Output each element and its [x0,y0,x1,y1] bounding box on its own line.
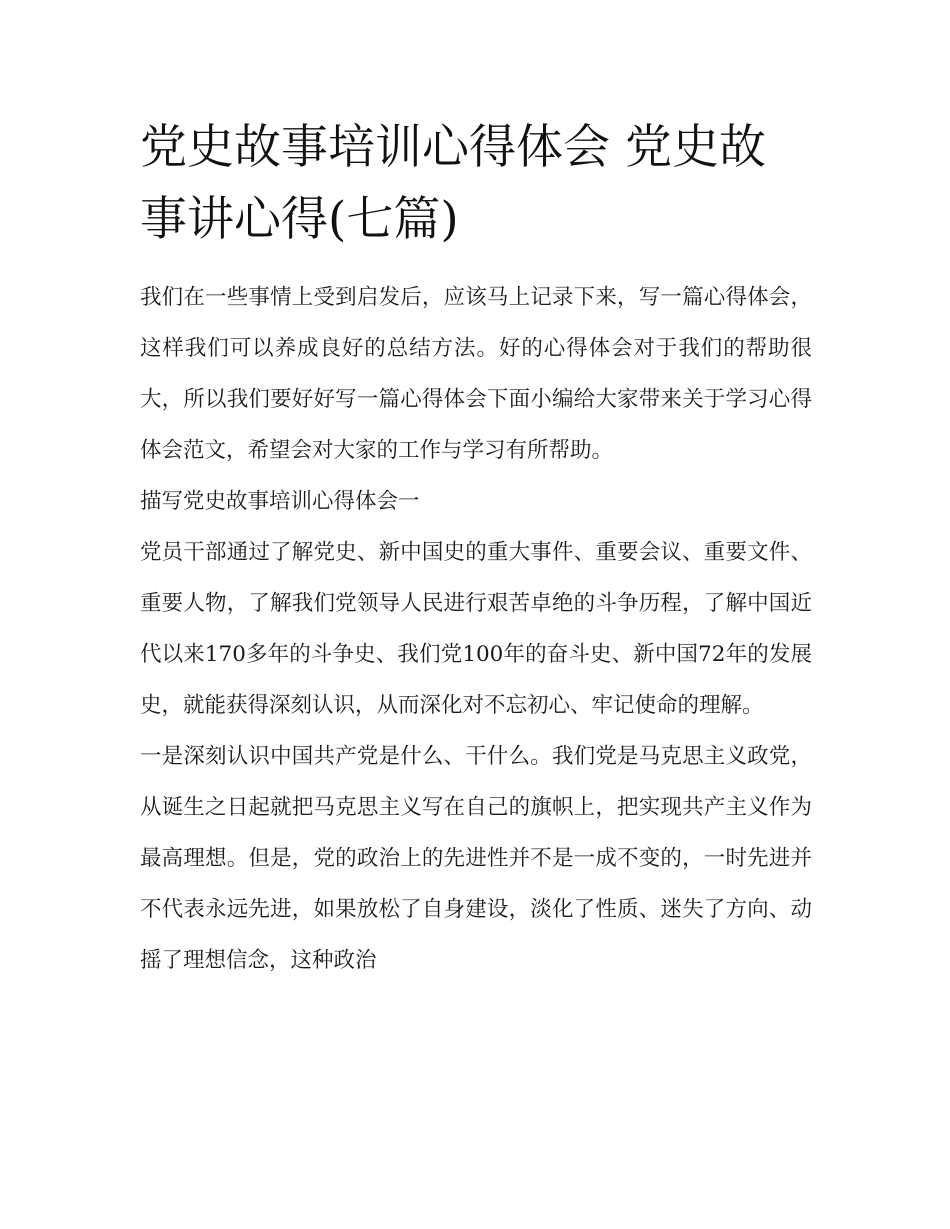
document-title: 党史故事培训心得体会 党史故事讲心得(七篇) [140,120,766,247]
intro-paragraph: 我们在一些事情上受到启发后，应该马上记录下来，写一篇心得体会，这样我们可以养成良好的总结方法。好的心得体会对于我们的帮助很大，所以我们要好好写一篇心得体会下面小编给大家带来关于学习心得体会范文，希望会对大家的工作与学习有所帮助。 [140,285,812,463]
body-paragraph-1: 党员干部通过了解党史、新中国史的重大事件、重要会议、重要文件、重要人物，了解我们党领导人民进行艰苦卓绝的斗争历程，了解中国近代以来170多年的斗争史、我们党100年的奋斗史、新中国72年的发展史，就能获得深刻认识，从而深化对不忘初心、牢记使命的理解。 [140,540,812,718]
section-heading: 描写党史故事培训心得体会一 [140,489,420,514]
document-page [140,112,812,986]
body-paragraph-2: 一是深刻认识中国共产党是什么、干什么。我们党是马克思主义政党，从诞生之日起就把马克思主义写在自己的旗帜上，把实现共产主义作为最高理想。但是，党的政治上的先进性并不是一成不变的，一时先进并不代表永远先进，如果放松了自身建设，淡化了性质、迷失了方向、动摇了理想信念，这种政治 [140,744,812,973]
